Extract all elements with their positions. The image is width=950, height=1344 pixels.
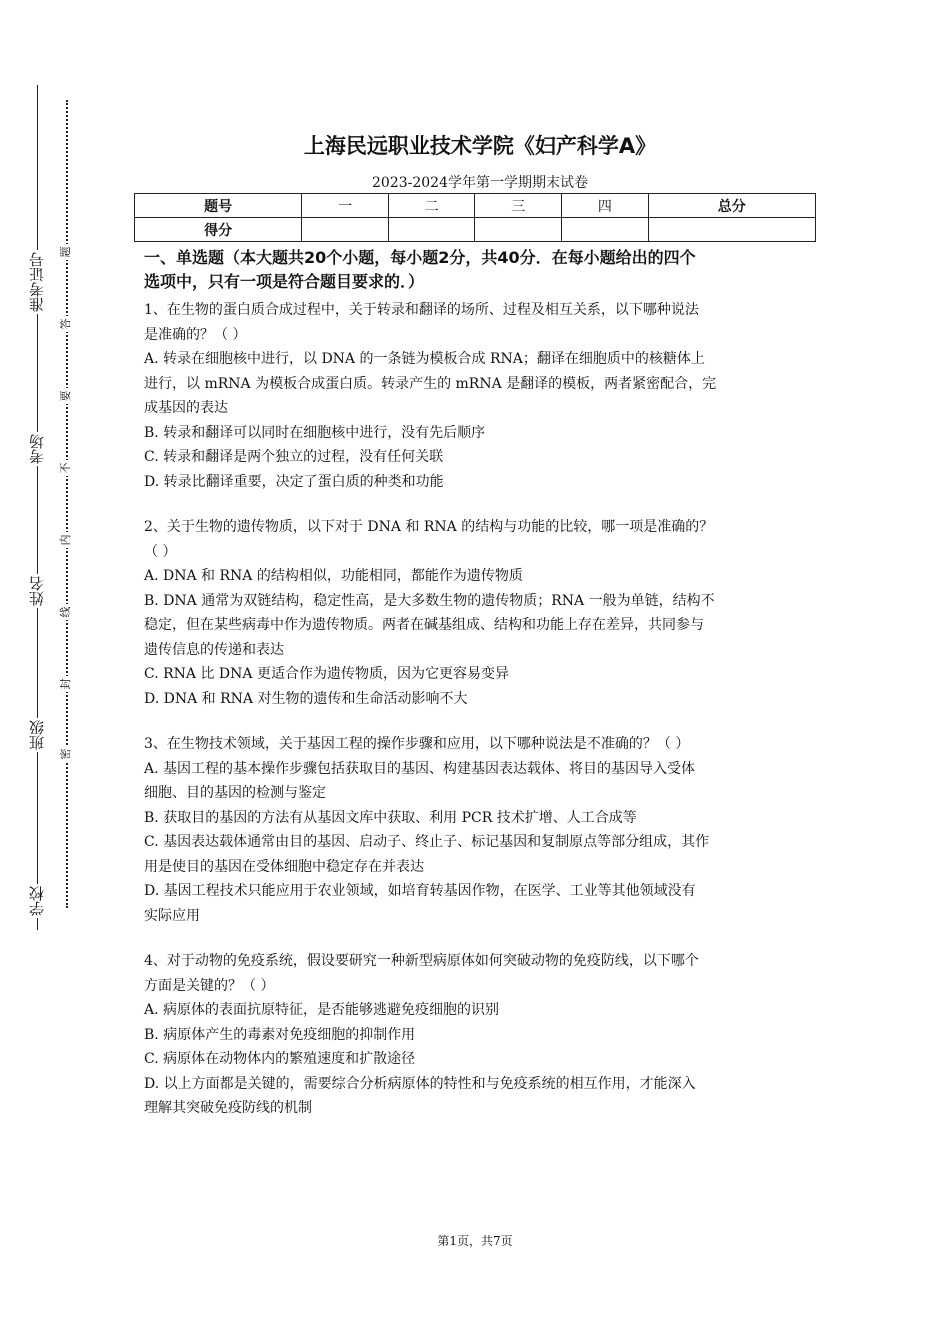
- exam-room-label: 考场: [22, 432, 52, 466]
- option-b: B. DNA 通常为双链结构，稳定性高，是大多数生物的遗传物质；RNA 一般为单链，结构不: [144, 592, 715, 609]
- option-d: 理解其突破免疫防线的机制: [144, 1100, 312, 1116]
- question-stem: 3、在生物技术领域，关于基因工程的操作步骤和应用，以下哪种说法是不准确的？（ ）: [144, 736, 690, 752]
- score-header-cell: 二: [388, 194, 475, 218]
- question-stem: （ ）: [144, 543, 177, 560]
- seal-char: 内: [58, 532, 74, 548]
- option-c: C. 病原体在动物体内的繁殖速度和扩散途径: [144, 1051, 416, 1067]
- question-4: [144, 949, 812, 1121]
- seal-char: 要: [58, 388, 74, 404]
- score-table: [134, 193, 816, 242]
- seal-char: 不: [58, 460, 74, 476]
- score-header-cell: 三: [475, 194, 562, 218]
- option-b: B. 获取目的基因的方法有从基因文库中获取、利用 PCR 技术扩增、人工合成等: [144, 809, 637, 826]
- score-input-cell[interactable]: [302, 218, 389, 242]
- question-stem: 方面是关键的？（ ）: [144, 977, 275, 994]
- score-input-cell[interactable]: [648, 218, 815, 242]
- score-header-cell: 总分: [648, 194, 815, 218]
- section-heading: [144, 246, 812, 294]
- exam-title: 上海民远职业技术学院《妇产科学A》: [303, 134, 657, 158]
- option-a: 成基因的表达: [144, 400, 228, 416]
- option-d: D. DNA 和 RNA 对生物的遗传和生命活动影响不大: [144, 690, 468, 707]
- score-row-label: 得分: [135, 218, 302, 242]
- option-d: 实际应用: [144, 907, 200, 924]
- question-1: [144, 298, 812, 494]
- option-a: A. 转录在细胞核中进行，以 DNA 的一条链为模板合成 RNA；翻译在细胞质中的核糖体上: [144, 351, 705, 367]
- option-c: C. 基因表达载体通常由目的基因、启动子、终止子、标记基因和复制原点等部分组成，其作: [144, 834, 710, 850]
- option-b: 遗传信息的传递和表达: [144, 641, 284, 658]
- option-b: B. 病原体产生的毒素对免疫细胞的抑制作用: [144, 1026, 416, 1043]
- seal-char: 题: [58, 244, 74, 260]
- option-d: D. 基因工程技术只能应用于农业领域，如培育转基因作物，在医学、工业等其他领域没有: [144, 883, 696, 899]
- exam-subtitle: 2023-2024学年第一学期期末试卷: [372, 175, 588, 191]
- option-d: D. 以上方面都是关键的，需要综合分析病原体的特性和与免疫系统的相互作用，才能深入: [144, 1075, 696, 1092]
- seal-char: 线: [58, 604, 74, 620]
- page-footer: 第1页，共7页: [437, 1234, 513, 1248]
- option-a: A. DNA 和 RNA 的结构相似，功能相同，都能作为遗传物质: [144, 568, 523, 584]
- score-header-cell: 题号: [135, 194, 302, 218]
- seal-char: 密: [58, 746, 74, 762]
- name-label: 姓名: [22, 574, 52, 608]
- question-content: [144, 246, 812, 1142]
- question-3: [144, 732, 812, 928]
- option-b: B. 转录和翻译可以同时在细胞核中进行，没有先后顺序: [144, 424, 486, 441]
- option-a: A. 病原体的表面抗原特征，是否能够逃避免疫细胞的识别: [144, 1002, 500, 1018]
- option-c: C. 转录和翻译是两个独立的过程，没有任何关联: [144, 449, 444, 465]
- question-stem: 2、关于生物的遗传物质，以下对于 DNA 和 RNA 的结构与功能的比较，哪一项是准确的？: [144, 519, 714, 535]
- option-a: 进行，以 mRNA 为模板合成蛋白质。转录产生的 mRNA 是翻译的模板，两者紧密配合，完: [144, 375, 717, 392]
- option-c: 用是使目的基因在受体细胞中稳定存在并表达: [144, 858, 424, 875]
- score-input-cell[interactable]: [388, 218, 475, 242]
- section-heading-line: 一、单选题（本大题共20个小题，每小题2分，共40分．在每小题给出的四个: [144, 248, 696, 267]
- seal-dotted-line: [66, 100, 68, 908]
- option-c: C. RNA 比 DNA 更适合作为遗传物质，因为它更容易变异: [144, 666, 509, 682]
- binding-line: [37, 85, 38, 930]
- class-label: 班级: [22, 718, 52, 752]
- option-b: 稳定，但在某些病毒中作为遗传物质。两者在碱基组成、结构和功能上存在差异，共同参与: [144, 617, 704, 633]
- option-a: A. 基因工程的基本操作步骤包括获取目的基因、构建基因表达载体、将目的基因导入受体: [144, 760, 696, 777]
- score-header-cell: 一: [302, 194, 389, 218]
- score-input-cell[interactable]: [562, 218, 649, 242]
- question-stem: 是准确的？（ ）: [144, 326, 247, 343]
- seal-char: 答: [58, 316, 74, 332]
- question-2: [144, 515, 812, 711]
- question-stem: 4、对于动物的免疫系统，假设要研究一种新型病原体如何突破动物的免疫防线，以下哪个: [144, 953, 699, 969]
- seal-char: 封: [58, 676, 74, 692]
- option-a: 细胞、目的基因的检测与鉴定: [144, 785, 326, 801]
- score-input-cell[interactable]: [475, 218, 562, 242]
- school-label: 学校: [22, 884, 52, 918]
- score-header-cell: 四: [562, 194, 649, 218]
- option-d: D. 转录比翻译重要，决定了蛋白质的种类和功能: [144, 473, 444, 490]
- question-stem: 1、在生物的蛋白质合成过程中，关于转录和翻译的场所、过程及相互关系，以下哪种说法: [144, 302, 699, 318]
- section-heading-line: 选项中，只有一项是符合题目要求的．）: [144, 272, 425, 291]
- exam-number-label: 准考证号: [22, 250, 52, 314]
